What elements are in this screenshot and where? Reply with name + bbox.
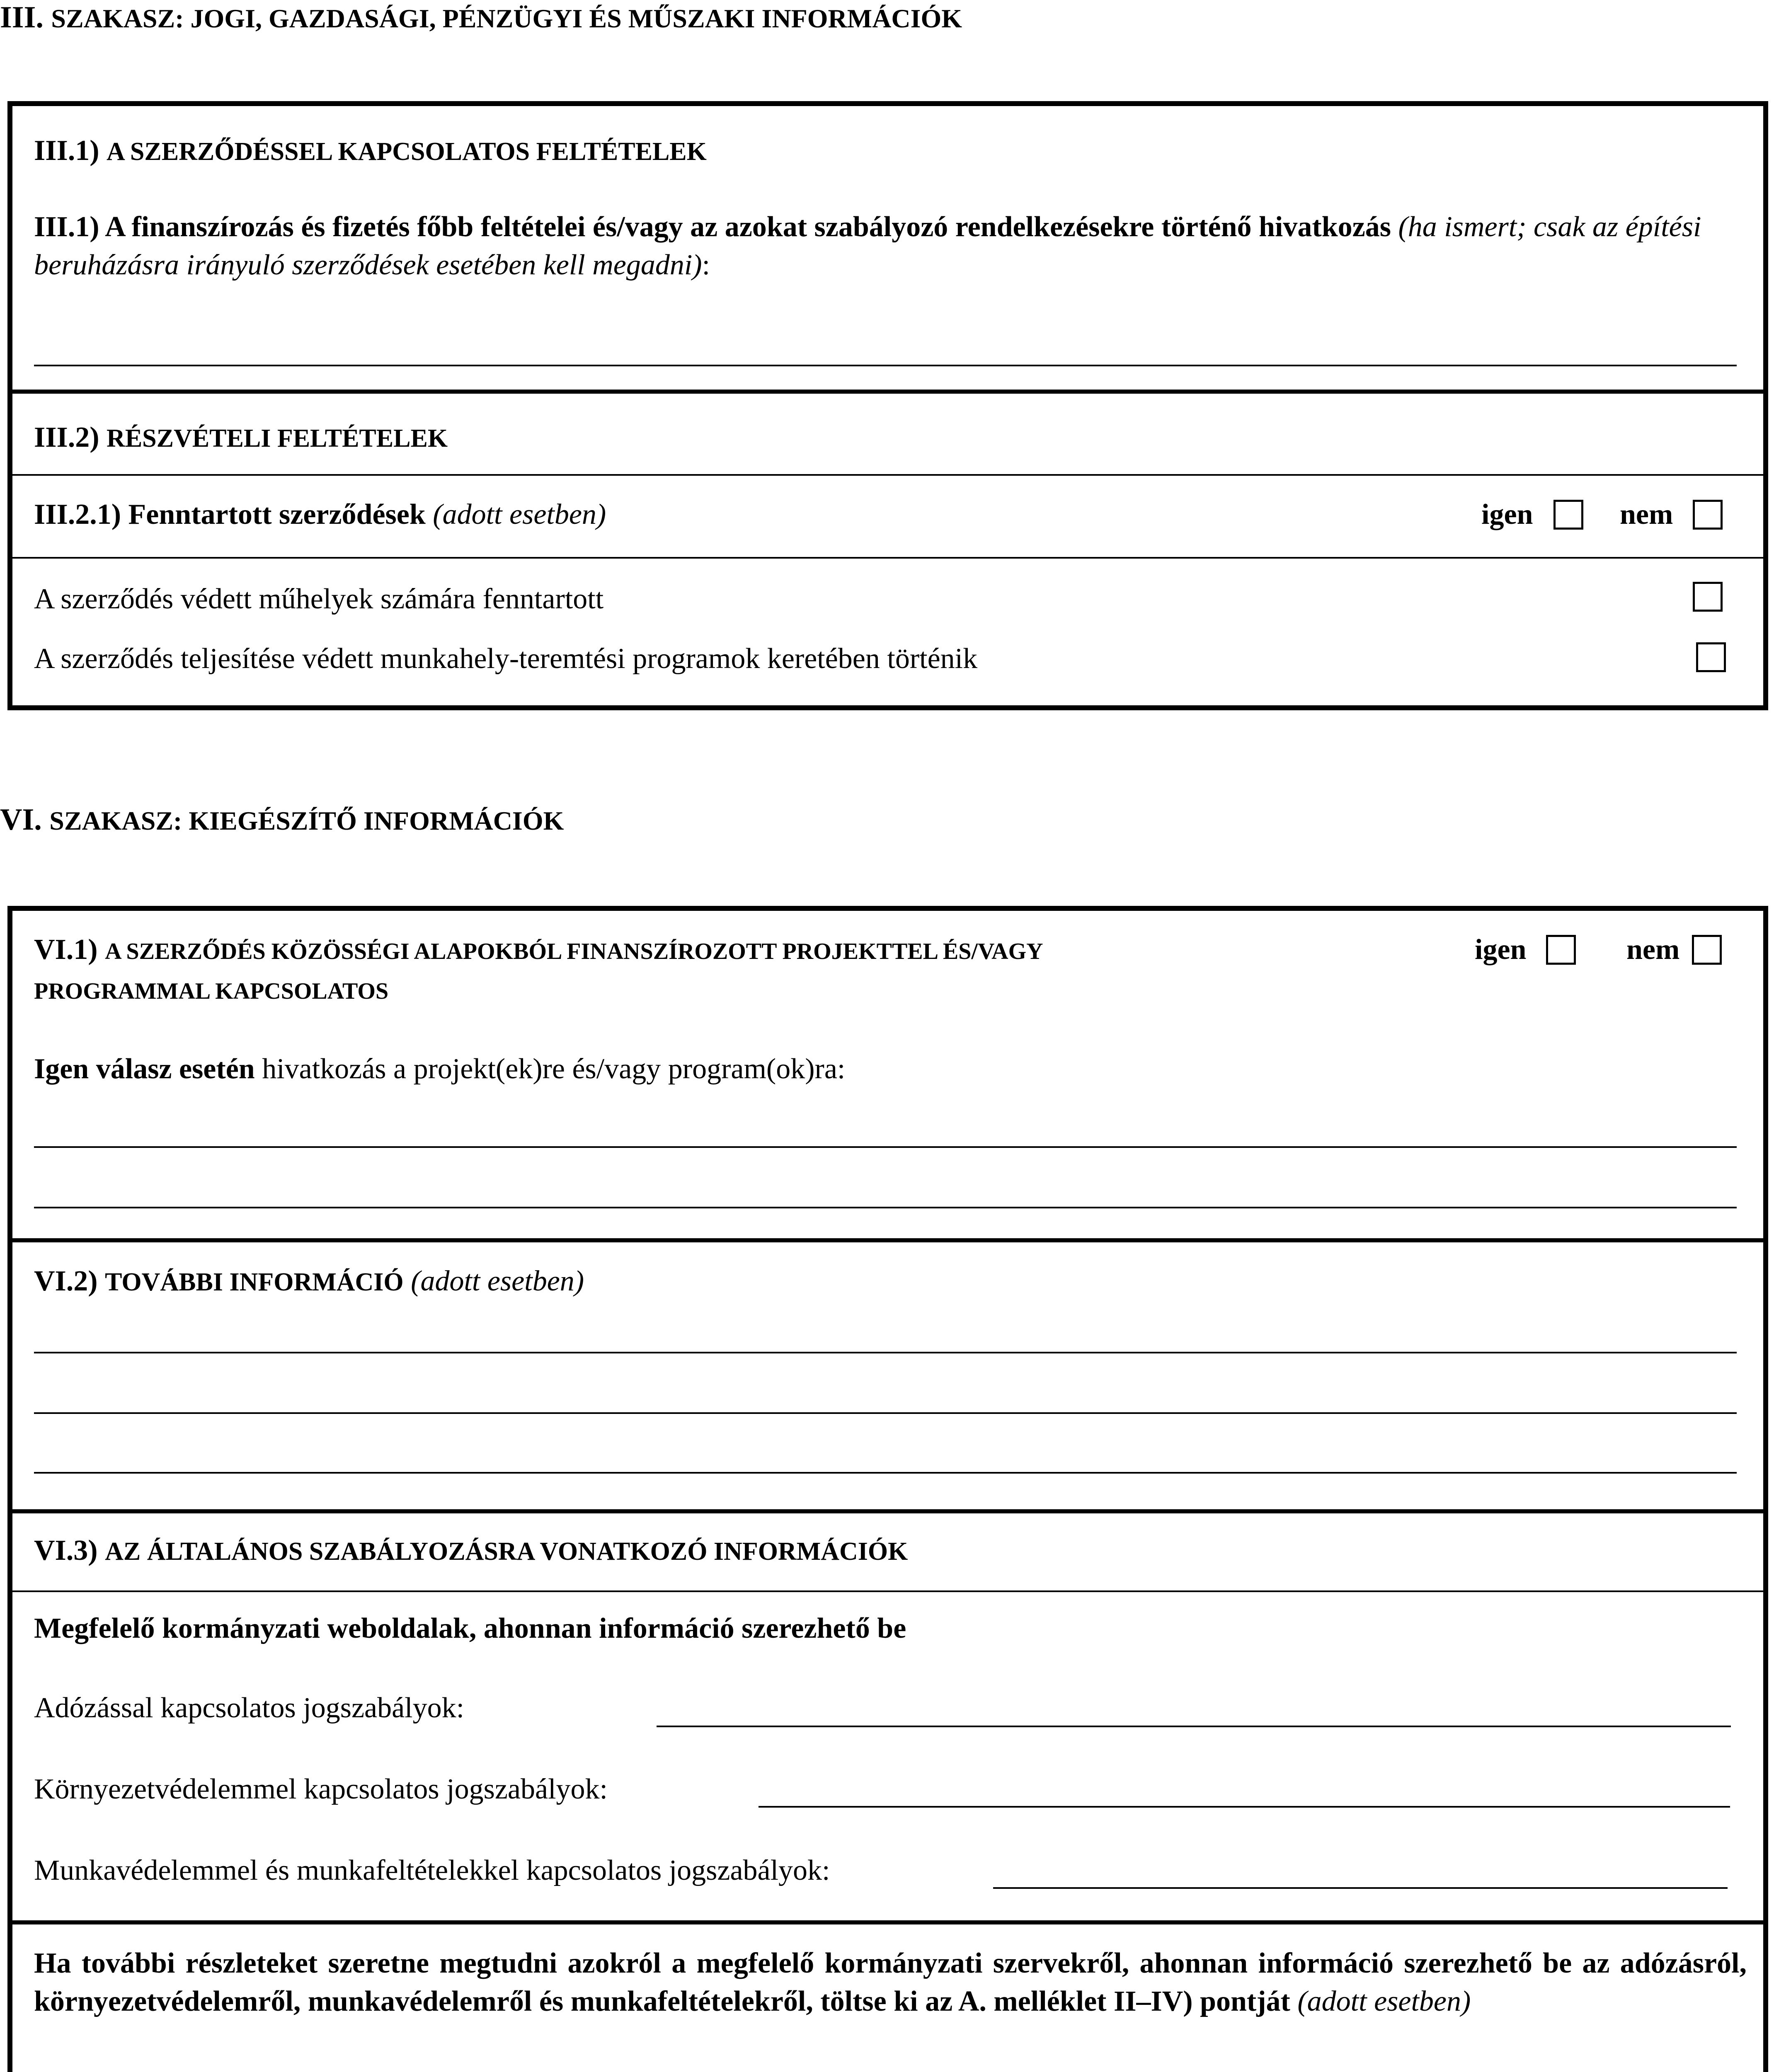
- row-vi-3-websites: [12, 1590, 1763, 1920]
- vi-1-heading-line1: VI.1) A SZERZŐDÉS KÖZÖSSÉGI ALAPOKBÓL FINANSZÍROZOTT PROJEKTTEL ÉS/VAGY: [34, 934, 1043, 966]
- vi-1-reference-label: Igen válasz esetén hivatkozás a projekt(ek)re és/vagy program(ok)ra:: [34, 1053, 846, 1085]
- employment-legislation-field[interactable]: [993, 1887, 1728, 1889]
- iii-1-answer-line[interactable]: [34, 365, 1737, 366]
- vi-1-yes-label: igen: [1475, 934, 1527, 966]
- tax-legislation-field[interactable]: [657, 1726, 1731, 1727]
- row-iii-2-1: [12, 474, 1763, 557]
- employment-legislation-label: Munkavédelemmel és munkafeltételekkel kapcsolatos jogszabályok:: [34, 1854, 830, 1886]
- option-sheltered-workshops-label: A szerződés védett műhelyek számára fenntartott: [34, 583, 604, 615]
- vi-2-answer-line-3[interactable]: [34, 1472, 1737, 1474]
- vi-1-answer-line-2[interactable]: [34, 1207, 1737, 1208]
- section-iii-number: III.: [0, 0, 44, 34]
- section-vi-title: [0, 802, 564, 838]
- section-vi-number: VI.: [0, 803, 42, 837]
- row-vi-3: [12, 1509, 1763, 1590]
- vi-1-yes-checkbox[interactable]: [1546, 935, 1576, 965]
- iii-1-heading: III.1) A SZERZŐDÉSSEL KAPCSOLATOS FELTÉTELEK: [34, 135, 707, 167]
- vi-3-heading: VI.3) AZ ÁLTALÁNOS SZABÁLYOZÁSRA VONATKOZÓ INFORMÁCIÓK: [34, 1535, 908, 1566]
- iii-1-question: III.1) A finanszírozás és fizetés főbb feltételei és/vagy az azokat szabályozó rendelkezésekre történő hivatkozás (ha ismert; csak az építési beruházásra irányuló szerződések esetében kell megadni):: [34, 211, 1701, 281]
- vi-1-heading-line2: PROGRAMMAL KAPCSOLATOS: [34, 978, 389, 1004]
- vi-1-answer-line-1[interactable]: [34, 1146, 1737, 1148]
- row-vi-1: [12, 911, 1763, 1238]
- row-vi-3-annex: [12, 1920, 1763, 2072]
- vi-3-annex-instruction: Ha további részleteket szeretne megtudni azokról a megfelelő kormányzati szervekről, ahonnan információ szerezhető be az adózásról, környezetvédelemről, munkavédelemről és munkafeltételekről, töltse ki az A. melléklet II–IV) pontját (adott esetben): [34, 1947, 1747, 2017]
- section-iii-box: [7, 101, 1768, 710]
- iii-2-1-yes-label: igen: [1481, 499, 1533, 530]
- vi-2-heading: VI.2) TOVÁBBI INFORMÁCIÓ (adott esetben): [34, 1265, 584, 1297]
- vi-1-no-label: nem: [1626, 934, 1680, 966]
- section-vi-heading: SZAKASZ: KIEGÉSZÍTŐ INFORMÁCIÓK: [49, 806, 564, 835]
- tax-legislation-label: Adózással kapcsolatos jogszabályok:: [34, 1692, 465, 1724]
- vi-1-no-checkbox[interactable]: [1692, 935, 1722, 965]
- section-iii-heading: SZAKASZ: JOGI, GAZDASÁGI, PÉNZÜGYI ÉS MŰSZAKI INFORMÁCIÓK: [51, 4, 962, 33]
- iii-2-1-yes-checkbox[interactable]: [1553, 500, 1583, 530]
- section-vi-box: [7, 906, 1768, 2072]
- section-iii-title: [0, 0, 962, 35]
- vi-3-websites-heading: Megfelelő kormányzati weboldalak, ahonnan információ szerezhető be: [34, 1612, 906, 1644]
- row-iii-1: [12, 106, 1763, 298]
- vi-2-answer-line-2[interactable]: [34, 1412, 1737, 1414]
- iii-2-1-no-label: nem: [1620, 499, 1673, 530]
- row-iii-2: [12, 390, 1763, 474]
- option-sheltered-workshops-checkbox[interactable]: [1693, 582, 1723, 612]
- iii-2-1-heading: III.2.1) Fenntartott szerződések (adott esetben): [34, 499, 606, 530]
- environment-legislation-label: Környezetvédelemmel kapcsolatos jogszabályok:: [34, 1773, 608, 1805]
- row-iii-2-1-options: [12, 557, 1763, 705]
- option-sheltered-programmes-label: A szerződés teljesítése védett munkahely-teremtési programok keretében történik: [34, 643, 978, 675]
- vi-2-answer-line-1[interactable]: [34, 1352, 1737, 1353]
- environment-legislation-field[interactable]: [759, 1806, 1730, 1808]
- row-vi-2: [12, 1238, 1763, 1509]
- iii-2-heading: III.2) RÉSZVÉTELI FELTÉTELEK: [34, 421, 448, 453]
- iii-2-1-no-checkbox[interactable]: [1693, 500, 1723, 530]
- option-sheltered-programmes-checkbox[interactable]: [1696, 642, 1726, 672]
